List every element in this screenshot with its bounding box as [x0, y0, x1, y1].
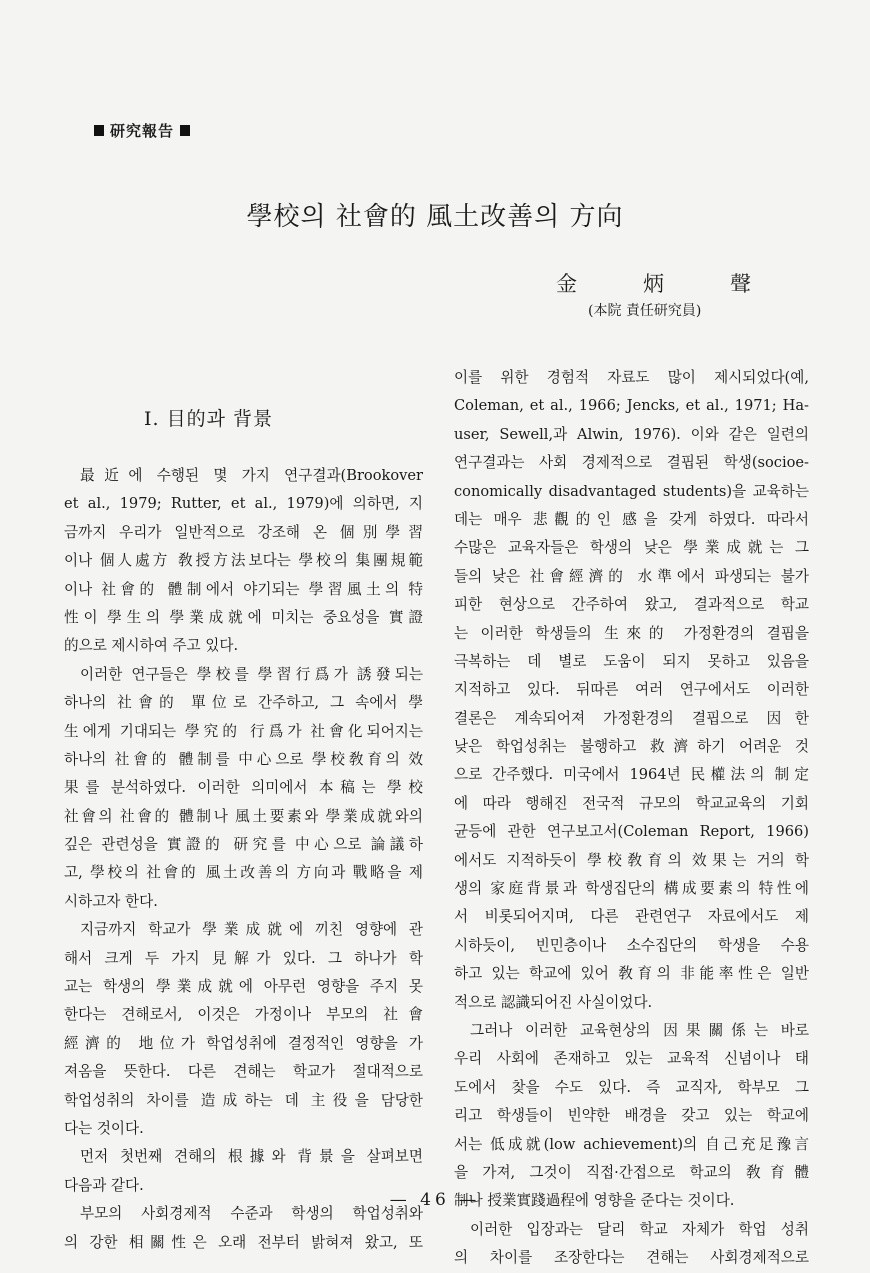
author-name-char: 聲 [730, 272, 751, 296]
text-line: 다는 것이다. [64, 1119, 144, 1137]
text-line: 생의 家庭背景과 학생집단의 構成要素의 特性에 [454, 880, 809, 898]
text-line: 우리 사회에 존재하고 있는 교육적 신념이나 태 [454, 1050, 809, 1068]
text-line: 의 차이를 조장한다는 견해는 사회경제적으로 [454, 1249, 809, 1267]
text-line: 피한 현상으로 간주하여 왔고, 결과적으로 학교 [454, 596, 809, 614]
text-line: 的으로 제시하여 주고 있다. [64, 637, 239, 655]
text-line: 지적하고 있다. 뒤따른 여러 연구에서도 이러한 [454, 681, 809, 699]
text-line: 교는 학생의 學業成就에 아무런 영향을 주지 못 [64, 978, 423, 996]
paragraph [64, 661, 423, 917]
text-line: 이를 위한 경험적 자료도 많이 제시되었다(예, [454, 369, 809, 386]
text-line: 을 가져, 그것이 직접·간접으로 학교의 敎育體 [454, 1163, 809, 1181]
text-line: 이러한 연구들은 學校를 學習行爲가 誘發되는 [80, 665, 423, 683]
text-line: 의 강한 相關性은 오래 전부터 밝혀져 왔고, 또 [64, 1233, 423, 1251]
paragraph [454, 1216, 809, 1273]
text-line: 도에서 찾을 수도 있다. 즉 교직자, 학부모 그 [454, 1078, 809, 1096]
author-affiliation: (本院 責任研究員) [588, 303, 702, 319]
text-line: 극복하는 데 별로 도움이 되지 못하고 있음을 [454, 652, 809, 670]
text-line: 에 따라 행해진 전국적 규모의 학교교육의 기회 [454, 794, 809, 812]
author-name-char: 金 [556, 272, 577, 296]
text-line: conomically disadvantaged students)을 교육하는 [454, 482, 809, 500]
text-line: 이나 社會的 體制에서 야기되는 學習風土의 特 [64, 580, 423, 598]
text-line: 리고 학생들이 빈약한 배경을 갖고 있는 학교에 [454, 1107, 809, 1125]
text-line: 그러나 이러한 교육현상의 因果關係는 바로 [470, 1021, 809, 1039]
paragraph [454, 364, 809, 1017]
text-line: 결론은 계속되어져 가정환경의 결핍으로 因한 [454, 709, 809, 727]
text-line: 낮은 학업성취는 불행하고 救濟하기 어려운 것 [454, 738, 809, 756]
author-name-char: 炳 [643, 272, 664, 296]
text-line: 으로 간주했다. 미국에서 1964년 民權法의 制定 [454, 766, 809, 784]
text-line: 서 비롯되어지며, 다른 관련연구 자료에서도 제 [454, 908, 809, 926]
square-bullet-icon [180, 125, 190, 136]
paragraph [64, 916, 423, 1143]
left-column [64, 462, 423, 1257]
text-line: 에서도 지적하듯이 學校敎育의 效果는 거의 학 [454, 851, 809, 869]
text-line: 균등에 관한 연구보고서(Coleman Report, 1966) [454, 823, 809, 841]
text-line: 이러한 입장과는 달리 학교 자체가 학업 성취 [470, 1220, 809, 1238]
author-name [556, 268, 751, 298]
text-line: 性이 學生의 學業成就에 미치는 중요성을 實證 [64, 608, 423, 626]
text-line: 는 이러한 학생들의 生來的 가정환경의 결핍을 [454, 624, 809, 642]
right-column [454, 364, 809, 1273]
text-line: 깊은 관련성을 實證的 研究를 中心으로 論議하 [64, 836, 423, 854]
text-line: 한다는 견해로서, 이것은 가정이나 부모의 社會 [64, 1006, 423, 1024]
text-line: 데는 매우 悲觀的인 感을 갖게 하였다. 따라서 [454, 510, 809, 528]
text-line: 금까지 우리가 일반적으로 강조해 온 個別學習 [64, 523, 423, 541]
paragraph [64, 462, 423, 661]
text-line: 적으로 認識되어진 사실이었다. [454, 993, 653, 1011]
text-line: user, Sewell,과 Alwin, 1976). 이와 같은 일련의 [454, 425, 809, 443]
square-bullet-icon [94, 125, 104, 136]
article-title: 學校의 社會的 風土改善의 方向 [246, 202, 624, 232]
text-line: et al., 1979; Rutter, et al., 1979)에 의하면, 지 [64, 495, 423, 513]
text-line: 먼저 첫번째 견해의 根據와 背景을 살펴보면 [80, 1148, 423, 1166]
text-line: 연구결과는 사회 경제적으로 결핍된 학생(socioe- [454, 454, 809, 472]
text-line: 이나 個人處方 敎授方法보다는 學校의 集團規範 [64, 552, 423, 570]
text-line: 지금까지 학교가 學業成就에 끼친 영향에 관 [80, 921, 423, 939]
text-line: 시하고자 한다. [64, 892, 158, 910]
text-line: 부모의 사회경제적 수준과 학생의 학업성취와 [80, 1205, 423, 1223]
report-category-tag [94, 120, 190, 141]
text-line: 다음과 같다. [64, 1176, 144, 1194]
text-line: 시하듯이, 빈민층이나 소수집단의 학생을 수용 [454, 936, 809, 954]
text-line: 果를 분석하였다. 이러한 의미에서 本稿는 學校 [64, 779, 423, 797]
section-heading: Ⅰ. 目的과 背景 [144, 408, 273, 430]
paragraph [454, 1017, 809, 1216]
text-line: 하고 있는 학교에 있어 敎育의 非能率性은 일반 [454, 965, 809, 983]
page-number: — 46 — [389, 1190, 481, 1210]
text-line: Coleman, et al., 1966; Jencks, et al., 1971; Ha- [454, 397, 809, 415]
text-line: 經濟的 地位가 학업성취에 결정적인 영향을 가 [64, 1034, 423, 1052]
text-line: 들의 낮은 社會經濟的 水準에서 파생되는 불가 [454, 567, 809, 585]
text-line: 서는 低成就(low achievement)의 自己充足豫言 [454, 1135, 809, 1153]
text-line: 制나 授業實踐過程에 영향을 준다는 것이다. [454, 1192, 735, 1210]
text-line: 해서 크게 두 가지 見解가 있다. 그 하나가 학 [64, 949, 423, 967]
text-line: 最近에 수행된 몇 가지 연구결과(Brookover [80, 467, 423, 484]
text-line: 하나의 社會的 體制를 中心으로 學校敎育의 效 [64, 750, 423, 768]
text-line: 生에게 기대되는 學究的 行爲가 社會化되어지는 [64, 722, 423, 740]
text-line: 수많은 교육자들은 학생의 낮은 學業成就는 그 [454, 539, 809, 557]
text-line: 학업성취의 차이를 造成하는 데 主役을 담당한 [64, 1091, 423, 1109]
text-line: 고, 學校의 社會的 風土改善의 方向과 戰略을 제 [64, 864, 423, 882]
text-line: 社會의 社會的 體制나 風土要素와 學業成就와의 [64, 807, 423, 825]
text-line: 하나의 社會的 單位로 간주하고, 그 속에서 學 [64, 694, 423, 712]
text-line: 져옴을 뜻한다. 다른 견해는 학교가 절대적으로 [64, 1063, 423, 1081]
report-tag-label: 研究報告 [110, 122, 175, 140]
